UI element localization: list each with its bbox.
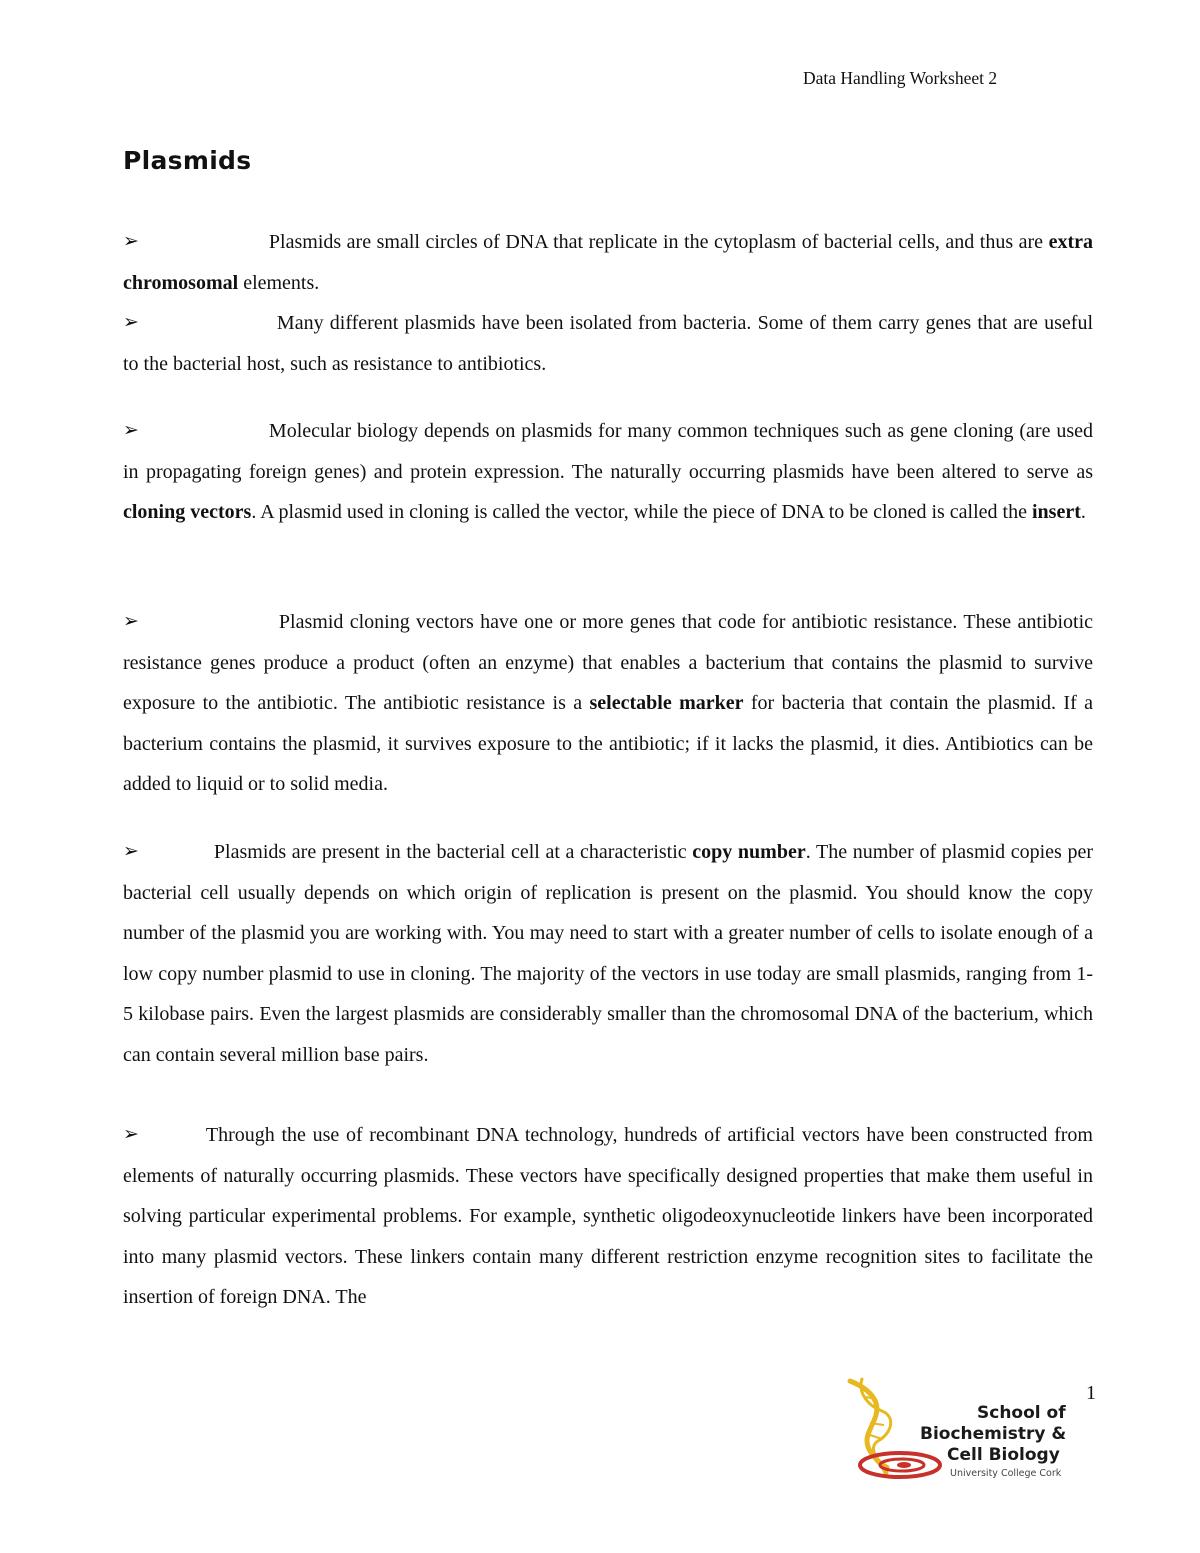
arrow-bullet-icon: ➢	[123, 230, 139, 252]
arrow-bullet-icon: ➢	[123, 610, 139, 632]
paragraph-text: Plasmids are present in the bacterial cell at a characteristic	[213, 841, 693, 863]
paragraph-4	[123, 601, 1093, 805]
paragraph-text: .	[1080, 501, 1086, 523]
paragraph-3	[123, 410, 1093, 533]
paragraph-text: elements.	[238, 271, 320, 294]
bold-term: cloning vectors	[123, 501, 252, 523]
page-number: 1	[1086, 1382, 1096, 1404]
paragraph-text: for bacteria that contain the plasmid. If a bacterium contains the plasmid, it survives exposure to the antibiotic; if it lacks the plasmid, it dies. Antibiotics can be added to liquid or to solid media.	[123, 692, 1094, 795]
paragraph-6	[123, 1114, 1093, 1318]
paragraph-text: Molecular biology depends on plasmids for many common techniques such as gene cloning (are used in propagating foreign genes) and protein expression. The naturally occurring plasmids have been altered to serve as	[123, 420, 1093, 483]
logo-text-line: Cell Biology	[947, 1445, 1060, 1465]
paragraph-text: . A plasmid used in cloning is called the vector, while the piece of DNA to be cloned is called the	[251, 501, 1032, 523]
paragraph-2	[123, 302, 1093, 384]
bold-term: selectable marker	[589, 692, 744, 714]
school-logo	[840, 1375, 1080, 1487]
paragraph-text: Many different plasmids have been isolated from bacteria. Some of them carry genes that are useful to the bacterial host, such as resistance to antibiotics.	[123, 312, 1093, 375]
paragraph-1	[123, 221, 1093, 303]
logo-text-line: University College Cork	[950, 1468, 1062, 1479]
paragraph-text: . The number of plasmid copies per bacterial cell usually depends on which origin of replication is present on the plasmid. You should know the copy number of the plasmid you are working with. You may need to start with a greater number of cells to isolate enough of a low copy number plasmid to use in cloning. The majority of the vectors in use today are small plasmids, ranging from 1-5 kilobase pairs. Even the largest plasmids are considerably smaller than the chromosomal DNA of the bacterium, which can contain several million base pairs.	[123, 841, 1093, 1066]
page-title: Plasmids	[123, 146, 252, 175]
arrow-bullet-icon: ➢	[123, 840, 139, 862]
arrow-bullet-icon: ➢	[123, 419, 139, 441]
paragraph-text: Through the use of recombinant DNA technology, hundreds of artificial vectors have been constructed from elements of naturally occurring plasmids. These vectors have specifically designed properties that make them useful in solving particular experimental problems. For example, synthetic oligodeoxynucleotide linkers have been incorporated into many plasmid vectors. These linkers contain many different restriction enzyme recognition sites to facilitate the insertion of foreign DNA. The	[123, 1124, 1093, 1308]
arrow-bullet-icon: ➢	[123, 311, 139, 333]
paragraph-text: Plasmid cloning vectors have one or more genes that code for antibiotic resistance. These antibiotic resistance genes produce a product (often an enzyme) that enables a bacterium that contains the plasmid to survive exposure to the antibiotic. The antibiotic resistance is a	[123, 611, 1093, 714]
paragraph-text: Plasmids are small circles of DNA that replicate in the cytoplasm of bacterial cells, and thus are	[268, 231, 1049, 253]
bold-term: extra chromosomal	[123, 231, 1093, 294]
logo-text-line: Biochemistry &	[920, 1424, 1067, 1444]
paragraph-5	[123, 831, 1093, 1075]
running-header: Data Handling Worksheet 2	[803, 68, 998, 88]
bold-term: copy number	[692, 841, 806, 863]
logo-text-line: School of	[977, 1403, 1066, 1423]
bold-term: insert	[1031, 501, 1081, 523]
arrow-bullet-icon: ➢	[123, 1123, 139, 1145]
